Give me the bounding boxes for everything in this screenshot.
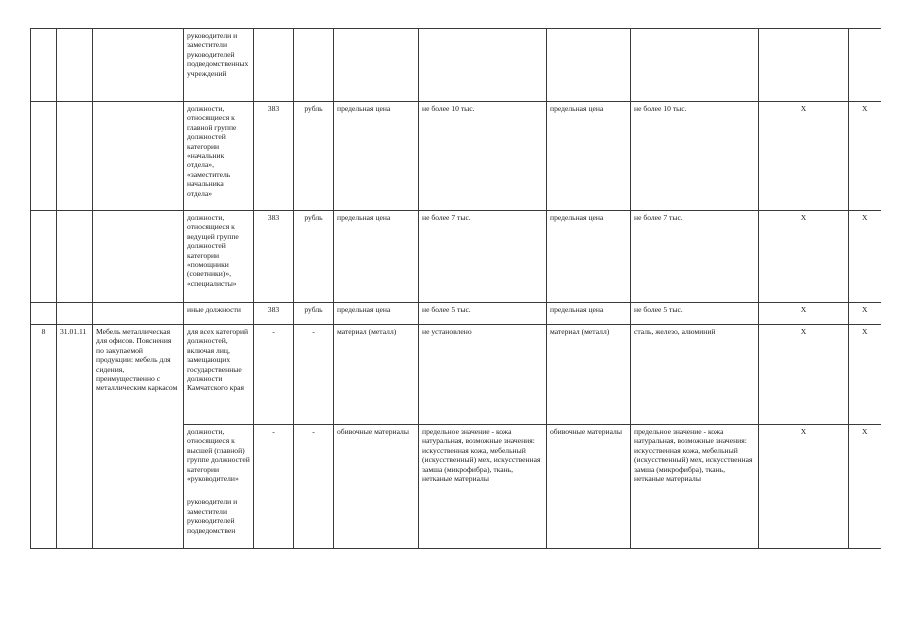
cell-char-name-2: обивочные материалы <box>547 425 631 549</box>
cell-product <box>93 102 184 211</box>
cell-position: для всех категорий должностей, включая лиц, замещающих государственные должности Камчатского края <box>184 325 254 425</box>
table-row <box>31 29 881 102</box>
position-text-b: руководители и заместители руководителей подведомствен <box>187 497 238 535</box>
cell-position: должности, относящиеся к главной группе должностей категории «начальник отдела», «заместитель начальника отдела» <box>184 102 254 211</box>
table-row <box>31 325 881 425</box>
cell-unit: рубль <box>294 303 334 325</box>
cell-okpd <box>57 102 93 211</box>
cell-position: должности, относящиеся к ведущей группе должностей категории «помощники (советники)», «специалисты» <box>184 211 254 303</box>
cell-char-name: предельная цена <box>334 303 419 325</box>
cell-product <box>93 211 184 303</box>
cell-char-value <box>419 29 547 102</box>
cell-char-name-2: предельная цена <box>547 102 631 211</box>
cell-unit: рубль <box>294 102 334 211</box>
table-row <box>31 102 881 211</box>
position-text-a: должности, относящиеся к высшей (главной) группе должностей категории «руководители» <box>187 427 250 484</box>
cell-char-value-2: не более 7 тыс. <box>631 211 759 303</box>
cell-char-value: не более 7 тыс. <box>419 211 547 303</box>
cell-char-name: предельная цена <box>334 102 419 211</box>
cell-okei-code: 383 <box>254 211 294 303</box>
cell-mark-2: Х <box>849 325 881 425</box>
cell-mark-2 <box>849 29 881 102</box>
cell-char-name: обивочные материалы <box>334 425 419 549</box>
cell-okei-code: 383 <box>254 102 294 211</box>
cell-mark-2: Х <box>849 303 881 325</box>
cell-okpd <box>57 303 93 325</box>
cell-char-name-2: предельная цена <box>547 303 631 325</box>
cell-char-value: не более 10 тыс. <box>419 102 547 211</box>
cell-mark-1: Х <box>759 303 849 325</box>
cell-okpd: 31.01.11 <box>57 325 93 549</box>
cell-mark-2: Х <box>849 425 881 549</box>
cell-char-value: предельное значение - кожа натуральная, возможные значения: искусственная кожа, мебельный (искусственный) мех, искусственная замша (микрофибра), ткань, нетканые материалы <box>419 425 547 549</box>
cell-product <box>93 29 184 102</box>
cell-unit <box>294 29 334 102</box>
cell-num <box>31 211 57 303</box>
product-requirements-table <box>30 28 881 549</box>
cell-char-value-2: предельное значение - кожа натуральная, возможные значения: искусственная кожа, мебельный (искусственный) мех, искусственная замша (микрофибра), ткань, нетканые материалы <box>631 425 759 549</box>
cell-position: руководители и заместители руководителей подведомственных учреждений <box>184 29 254 102</box>
cell-char-name: предельная цена <box>334 211 419 303</box>
spacer <box>187 483 250 497</box>
cell-num <box>31 102 57 211</box>
table-row <box>31 303 881 325</box>
cell-unit: - <box>294 325 334 425</box>
cell-char-value-2: не более 5 тыс. <box>631 303 759 325</box>
cell-unit: - <box>294 425 334 549</box>
cell-char-value: не установлено <box>419 325 547 425</box>
cell-unit: рубль <box>294 211 334 303</box>
cell-product <box>93 303 184 325</box>
table-row <box>31 211 881 303</box>
cell-okei-code: 383 <box>254 303 294 325</box>
cell-char-value-2: не более 10 тыс. <box>631 102 759 211</box>
cell-mark-1 <box>759 29 849 102</box>
cell-okpd <box>57 29 93 102</box>
cell-okei-code: - <box>254 325 294 425</box>
cell-char-name-2: материал (металл) <box>547 325 631 425</box>
cell-okei-code: - <box>254 425 294 549</box>
cell-mark-2: Х <box>849 102 881 211</box>
cell-num <box>31 29 57 102</box>
cell-position: иные должности <box>184 303 254 325</box>
cell-char-name <box>334 29 419 102</box>
cell-char-name: материал (металл) <box>334 325 419 425</box>
cell-char-value-2: сталь, железо, алюминий <box>631 325 759 425</box>
cell-char-value-2 <box>631 29 759 102</box>
cell-position <box>184 425 254 549</box>
cell-mark-2: Х <box>849 211 881 303</box>
cell-char-name-2: предельная цена <box>547 211 631 303</box>
cell-mark-1: Х <box>759 425 849 549</box>
cell-char-name-2 <box>547 29 631 102</box>
cell-mark-1: Х <box>759 211 849 303</box>
cell-mark-1: Х <box>759 325 849 425</box>
cell-num: 8 <box>31 325 57 549</box>
cell-product: Мебель металлическая для офисов. Пояснения по закупаемой продукции: мебель для сидения, преимущественно с металлическим каркасом <box>93 325 184 549</box>
cell-okei-code <box>254 29 294 102</box>
cell-okpd <box>57 211 93 303</box>
cell-mark-1: Х <box>759 102 849 211</box>
cell-num <box>31 303 57 325</box>
cell-char-value: не более 5 тыс. <box>419 303 547 325</box>
